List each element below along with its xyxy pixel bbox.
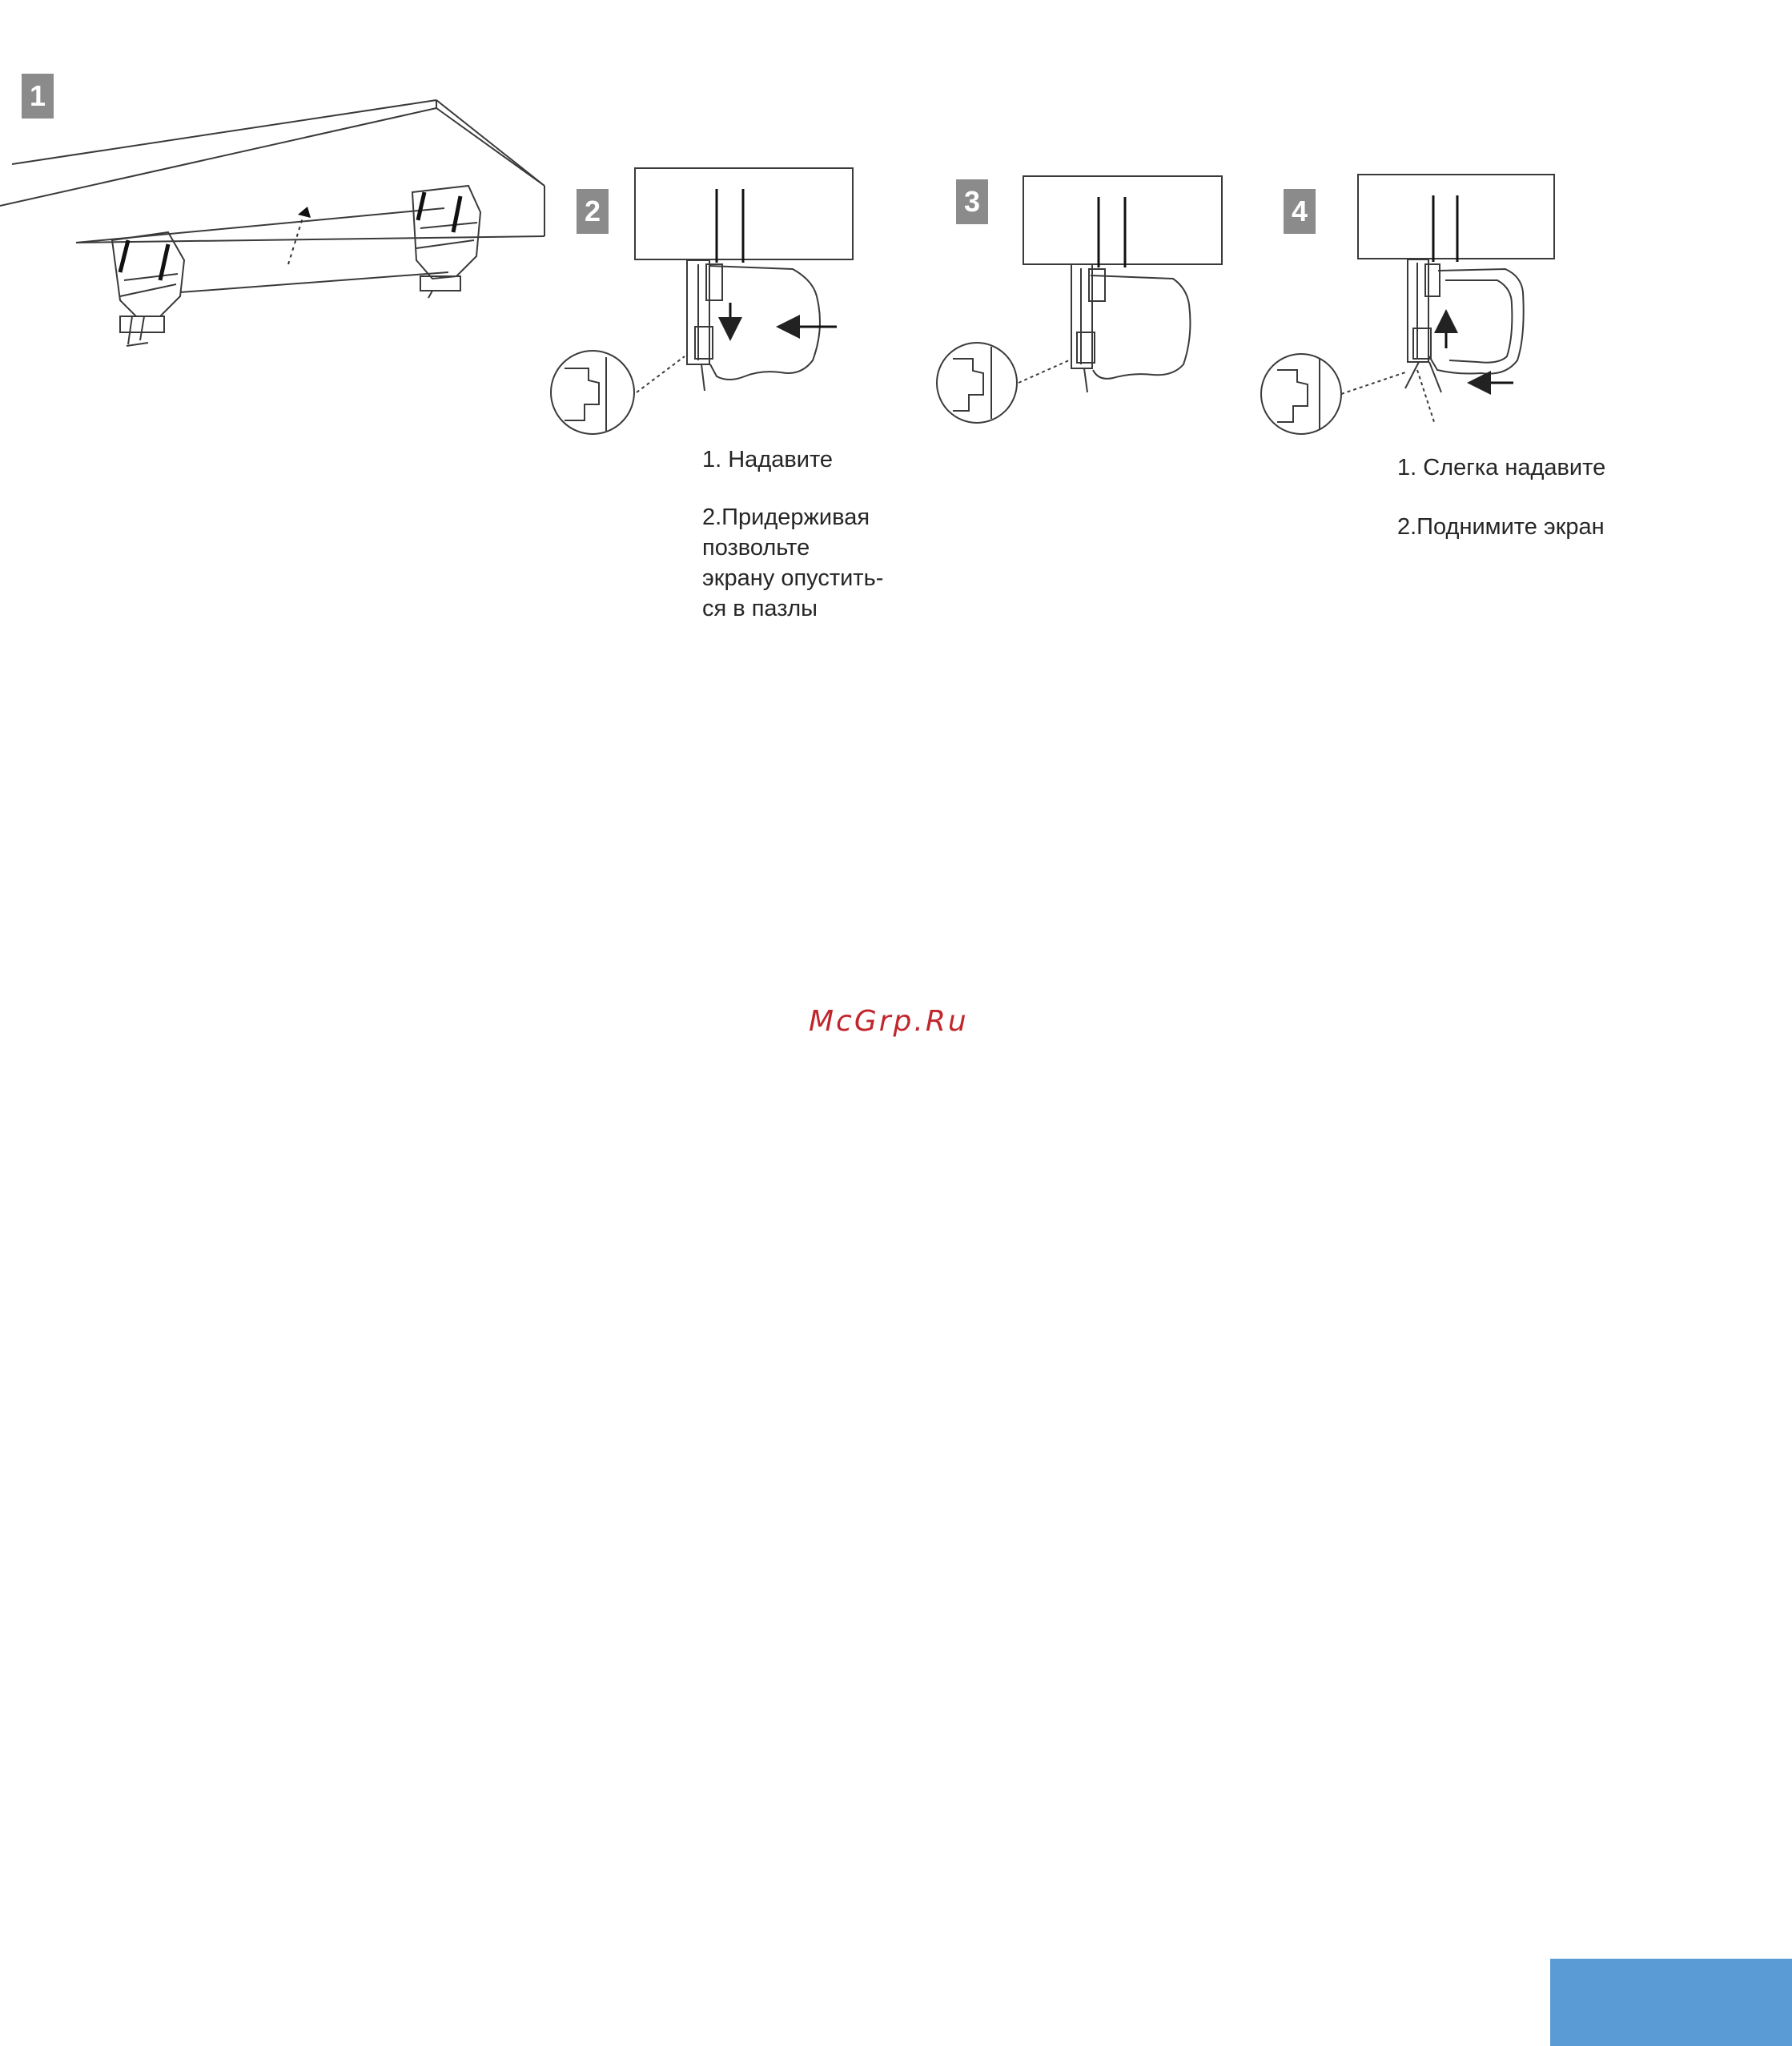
- bracket-left-icon: [112, 232, 184, 346]
- watermark: McGrp.Ru: [809, 1005, 969, 1038]
- step4-instruction-1: 1. Слегка надавите: [1397, 455, 1606, 480]
- step2-badge: 2: [577, 189, 609, 234]
- step4-badge: 4: [1284, 189, 1316, 234]
- step2-instructions: [702, 444, 883, 624]
- step2-instruction-1: 1. Надавите: [702, 447, 834, 472]
- installation-diagram: [0, 0, 1792, 657]
- page-corner-block: [1550, 1959, 1792, 2046]
- step4-instructions: [1397, 452, 1605, 542]
- step1-badge: 1: [22, 74, 54, 119]
- step1-ceiling-illustration: [0, 100, 544, 292]
- step4-instruction-2: 2.Поднимите экран: [1397, 514, 1605, 540]
- step3-badge: 3: [956, 179, 988, 224]
- step1-arrow-up-icon: [288, 207, 311, 264]
- step2-instruction-2: 2.Придерживая позвольте экрану опустить- ся в пазлы: [702, 504, 884, 621]
- screw-left-1-icon: [120, 240, 168, 280]
